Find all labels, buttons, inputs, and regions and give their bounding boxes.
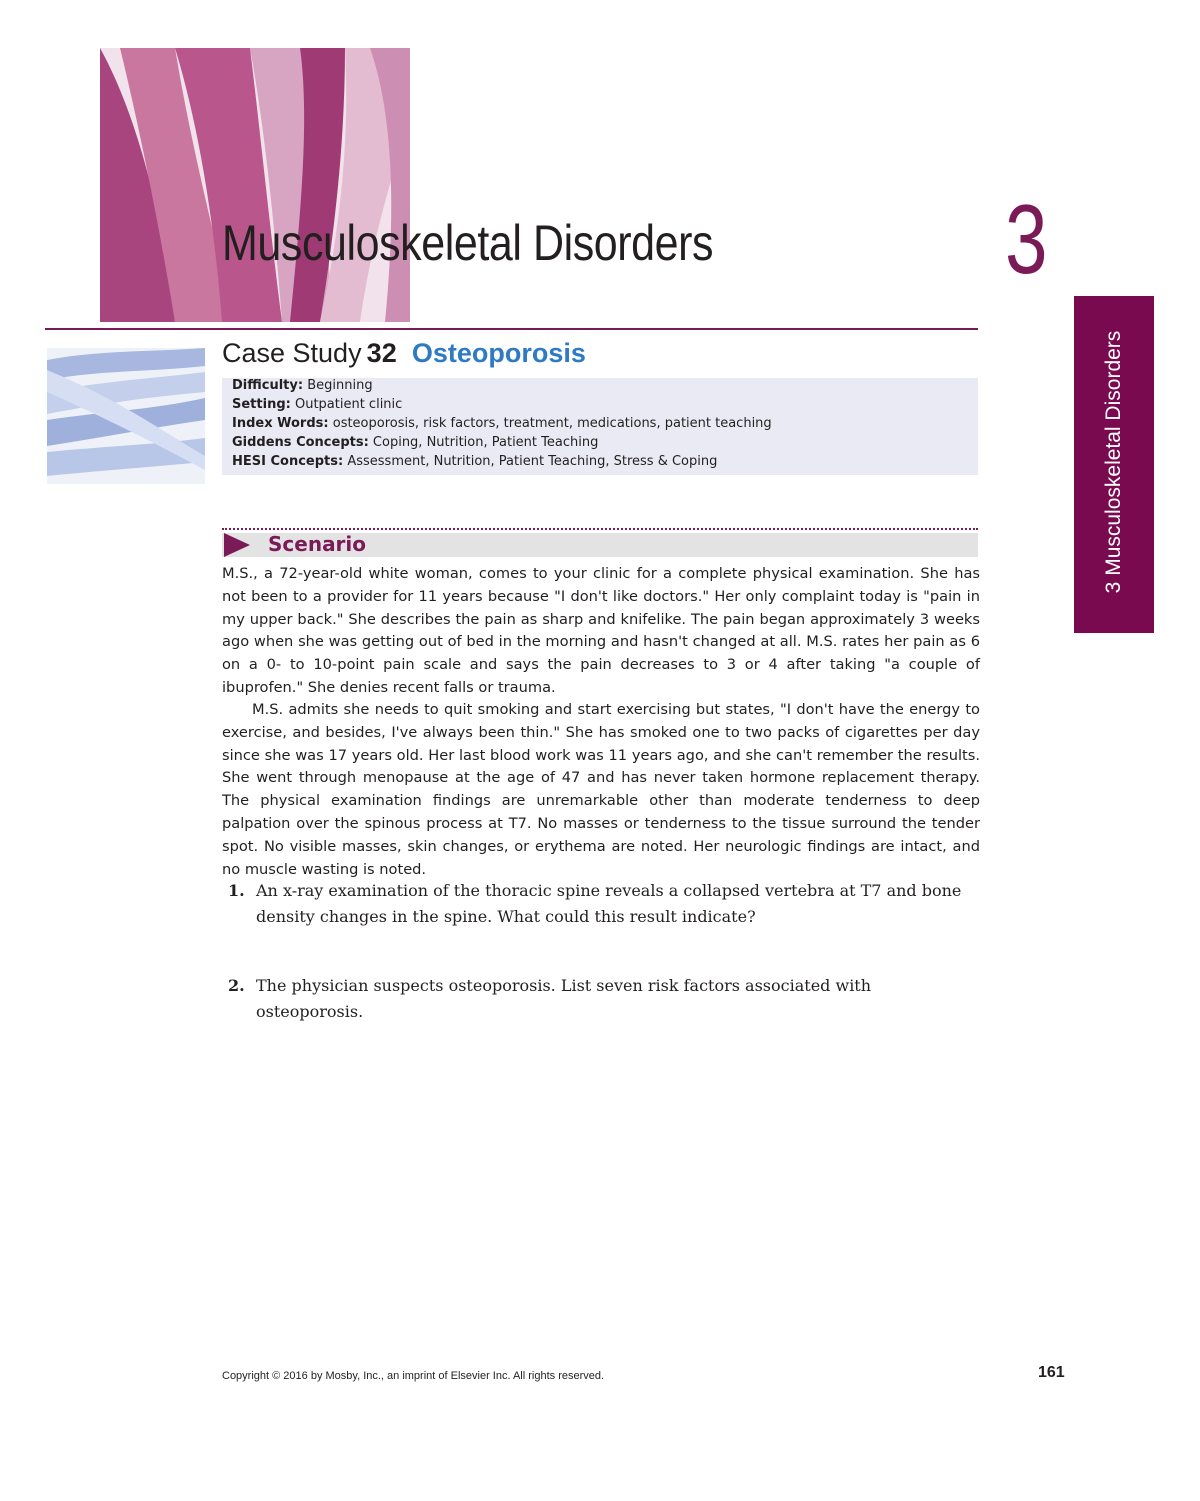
chapter-side-tab	[1074, 296, 1154, 633]
question-number: 1.	[228, 881, 245, 900]
side-tab-label: 3 Musculoskeletal Disorders	[1102, 330, 1125, 594]
title-divider	[45, 328, 978, 330]
copyright-notice: Copyright © 2016 by Mosby, Inc., an imprint of Elsevier Inc. All rights reserved.	[222, 1370, 605, 1382]
scenario-paragraph-1: M.S., a 72-year-old white woman, comes to your clinic for a complete physical examination. She has not been to a provider for 11 years because "I don't like doctors." Her only complaint today is "pain in my upper back." She describes the pain as sharp and knifelike. The pain began approximately 3 weeks ago when she was getting out of bed in the morning and hasn't changed at all. M.S. rates her pain as 6 on a 0- to 10-point pain scale and says the pain decreases to 3 or 4 after taking "a couple of ibuprofen." She denies recent falls or trauma.	[222, 565, 980, 696]
info-setting: Setting: Outpatient clinic	[232, 397, 403, 412]
scenario-title: Scenario	[268, 532, 367, 556]
scenario-paragraph-2: M.S. admits she needs to quit smoking and start exercising but states, "I don't have the energy to exercise, and besides, I've always been thin." She has smoked one to two packs of cigarettes per day since she was 17 years old. Her last blood work was 11 years ago, and she can't remember the results. She went through menopause at the age of 47 and has never taken hormone replacement therapy. The physical examination findings are unremarkable other than moderate tenderness to deep palpation over the spinous process at T7. No masses or tenderness to the tissue surround the tender spot. No visible masses, skin changes, or erythema are noted. Her neurologic findings are intact, and no muscle wasting is noted.	[222, 701, 980, 878]
question-text: An x-ray examination of the thoracic spine reveals a collapsed vertebra at T7 and bone density changes in the spine. What could this result indicate?	[256, 881, 962, 926]
case-study-topic: Osteoporosis	[411, 338, 586, 368]
question-1	[228, 878, 968, 930]
scenario-header	[222, 533, 978, 557]
question-2	[228, 973, 968, 1025]
info-difficulty: Difficulty: Beginning	[232, 378, 373, 393]
case-info-box	[222, 378, 978, 475]
play-arrow-icon	[224, 533, 250, 557]
info-index-words: Index Words: osteoporosis, risk factors, treatment, medications, patient teaching	[232, 416, 772, 431]
scenario-divider	[222, 528, 978, 530]
info-giddens-concepts: Giddens Concepts: Coping, Nutrition, Patient Teaching	[232, 435, 599, 450]
case-study-heading	[222, 338, 586, 369]
question-number: 2.	[228, 976, 245, 995]
question-text: The physician suspects osteoporosis. List seven risk factors associated with osteoporosis.	[256, 976, 872, 1021]
chapter-number: 3	[1005, 184, 1048, 294]
case-study-label: Case Study	[222, 338, 362, 368]
info-hesi-concepts: HESI Concepts: Assessment, Nutrition, Patient Teaching, Stress & Coping	[232, 454, 718, 469]
page-number: 161	[1038, 1364, 1065, 1381]
chapter-title: Musculoskeletal Disorders	[222, 215, 714, 271]
case-study-number: 32	[366, 338, 397, 368]
